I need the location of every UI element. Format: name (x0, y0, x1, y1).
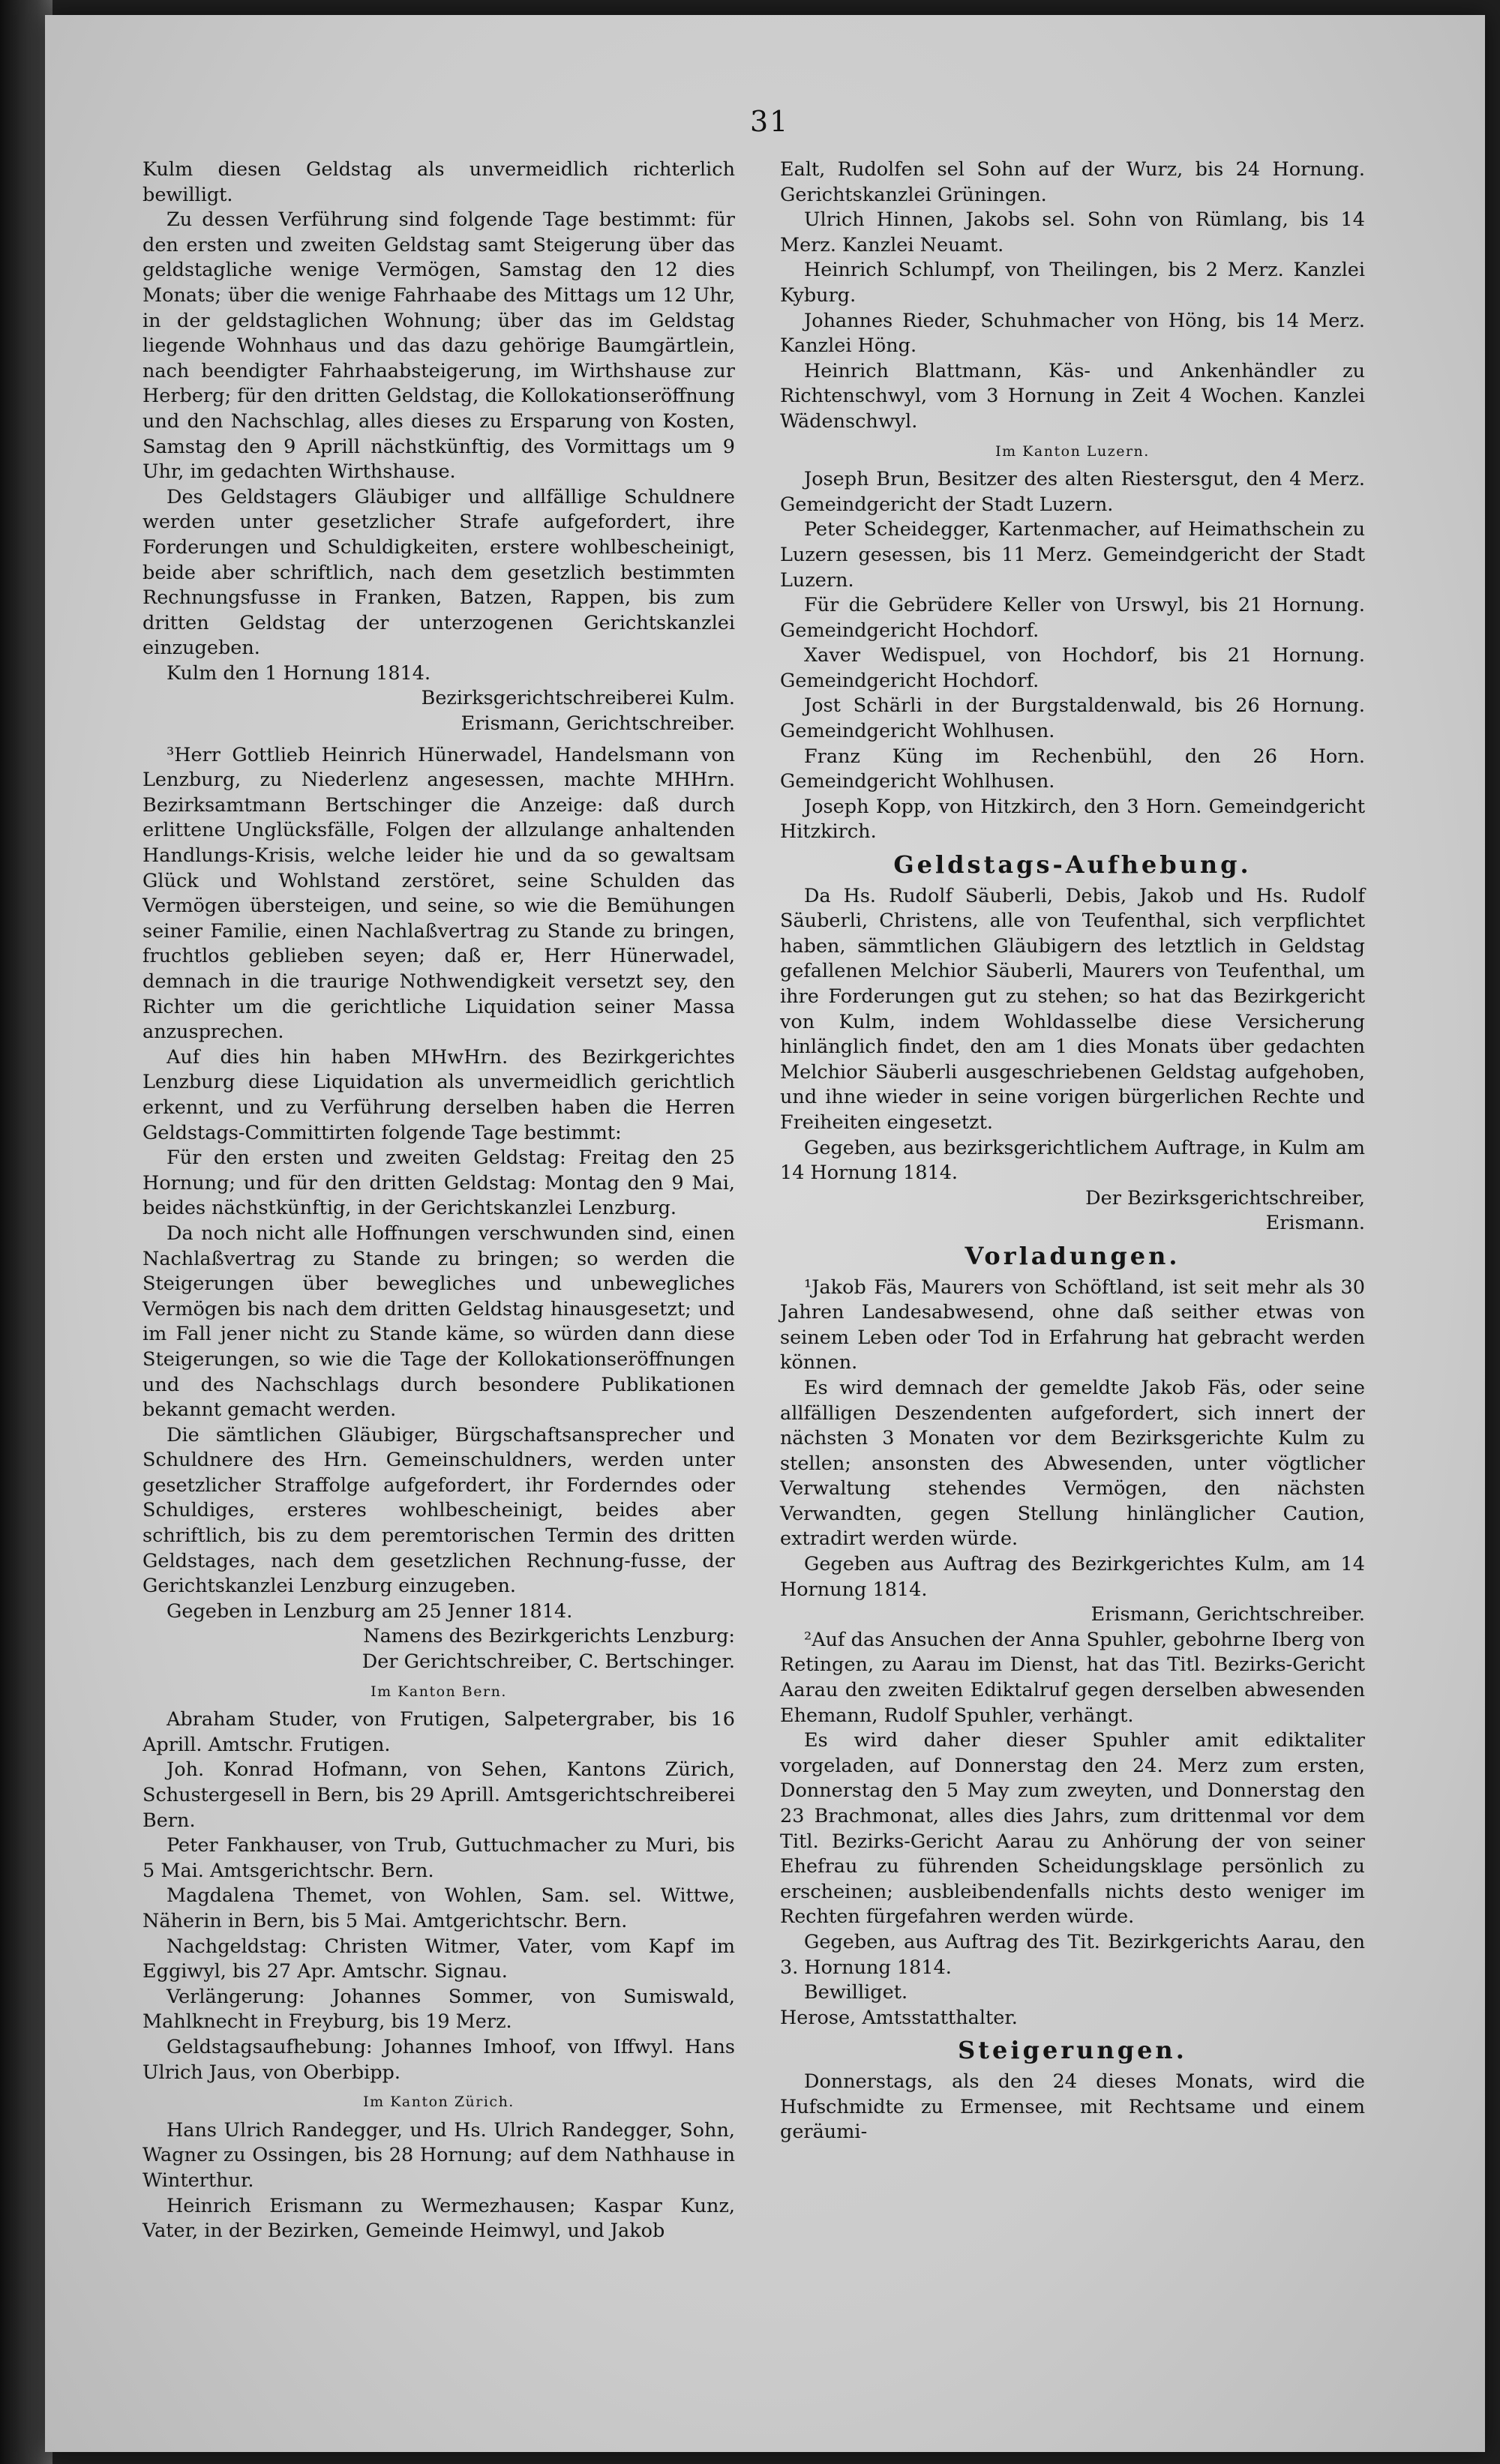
paragraph: Heinrich Erismann zu Wermezhausen; Kaspar Kunz, Vater, in der Bezirken, Gemeinde Heimwyl, und Jakob (142, 2194, 735, 2243)
signature-line: Der Gerichtschreiber, C. Bertschinger. (362, 1650, 735, 1674)
paragraph: Kulm diesen Geldstag als unvermeidlich richterlich bewilligt. (142, 158, 735, 206)
paragraph: Bewilliget. (804, 1981, 908, 2004)
paragraph: Gegeben in Lenzburg am 25 Jenner 1814. (166, 1599, 573, 1623)
signature-line: Namens des Bezirkgerichts Lenzburg: (363, 1625, 735, 1648)
paragraph: Ealt, Rudolfen sel Sohn auf der Wurz, bis 24 Hornung. Gerichtskanzlei Grüningen. (780, 158, 1365, 206)
canton-subheading: Im Kanton Bern. (370, 1683, 507, 1700)
paragraph: Heinrich Schlumpf, von Theilingen, bis 2 Merz. Kanzlei Kyburg. (780, 259, 1365, 307)
paragraph: Für den ersten und zweiten Geldstag: Freitag den 25 Hornung; und für den dritten Geldstag: Montag den 9 Mai, beides nächstkünftig, in der Gerichtskanzlei Lenzburg. (142, 1147, 735, 1220)
paragraph: Abraham Studer, von Frutigen, Salpetergraber, bis 16 Aprill. Amtschr. Frutigen. (142, 1708, 735, 1756)
paragraph: Magdalena Themet, von Wohlen, Sam. sel. Wittwe, Näherin in Bern, bis 5 Mai. Amtgerichtschr. Bern. (142, 1884, 735, 1932)
paragraph: Des Geldstagers Gläubiger und allfällige Schuldnere werden unter gesetzlicher Strafe aufgefordert, ihre Forderungen und Schuldigkeiten, erstere wohlbescheinigt, beide aber schriftlich, nach dem gesetzlich bestimmten Rechnungsfusse in Franken, Batzen, Rappen, bis zum dritten Geldstag der unterzogenen Gerichtskanzlei einzugeben. (142, 485, 735, 660)
paragraph: ³Herr Gottlieb Heinrich Hünerwadel, Handelsmann von Lenzburg, zu Niederlenz angesessen, machte MHHrn. Bezirksamtmann Bertschinger die Anzeige: daß durch erlittene Unglücksfälle, Folgen der allzulange anhaltenden Handlungs-Krisis, welche leider hie und da so gewaltsam Glück und Wohlstand zerstöret, seine Schulden das Vermögen übersteigen, und seine, so wie die Bemühungen seiner Familie, einen Nachlaßvertrag zu Stande zu bringen, fruchtlos geblieben seyen; daß er, Herr Hünerwadel, demnach in die traurige Nothwendigkeit versetzt sey, den Richter um die gerichtliche Liquidation seiner Massa anzusprechen. (142, 743, 735, 1044)
paragraph: Nachgeldstag: Christen Witmer, Vater, vom Kapf im Eggiwyl, bis 27 Apr. Amtschr. Signau. (142, 1935, 735, 1983)
page-number: 31 (750, 105, 790, 138)
paragraph: Gegeben, aus Auftrag des Tit. Bezirkgerichts Aarau, den 3. Hornung 1814. (780, 1930, 1365, 1979)
paragraph: Es wird daher dieser Spuhler amit ediktaliter vorgeladen, auf Donnerstag den 24. Merz zum ersten, Donnerstag den 5 May zum zweyten, und Donnerstag den 23 Brachmonat, alles dies Jahrs, zum drittenmal vor dem Titl. Bezirks-Gericht Aarau zu Anhörung der von seiner Ehefrau zu führenden Scheidungsklage persönlich zu erscheinen; ausbleibendenfalls nichts desto weniger im Rechten fürgefahren werden würde. (780, 1729, 1365, 1929)
signature-line: Erismann, Gerichtschreiber. (460, 712, 735, 736)
paragraph: Kulm den 1 Hornung 1814. (166, 661, 431, 685)
canton-subheading: Im Kanton Luzern. (995, 442, 1150, 460)
signature-line: Erismann. (1265, 1212, 1365, 1235)
paragraph: Peter Fankhauser, von Trub, Guttuchmacher zu Muri, bis 5 Mai. Amtsgerichtschr. Bern. (142, 1834, 735, 1882)
paragraph: Johannes Rieder, Schuhmacher von Höng, bis 14 Merz. Kanzlei Höng. (780, 309, 1365, 358)
paragraph: Verlängerung: Johannes Sommer, von Sumiswald, Mahlknecht in Freyburg, bis 19 Merz. (142, 1985, 735, 2034)
paragraph: Da Hs. Rudolf Säuberli, Debis, Jakob und Hs. Rudolf Säuberli, Christens, alle von Teufenthal, sich verpflichtet haben, sämmtlichen Gläubigern des letztlich in Geldstag gefallenen Melchior Säuberli, Maurers von Teufenthal, um ihre Forderungen gut zu stehen; so hat das Bezirkgericht von Kulm, indem Wohldasselbe diese Versicherung hinlänglich findet, den am 1 dies Monats über gedachten Melchior Säuberli ausgeschriebenen Geldstag aufgehoben, und ihne wieder in seine vorigen bürgerlichen Rechte und Freiheiten eingesetzt. (780, 884, 1365, 1134)
paragraph: Joseph Kopp, von Hitzkirch, den 3 Horn. Gemeindgericht Hitzkirch. (780, 795, 1365, 844)
paragraph: Xaver Wedispuel, von Hochdorf, bis 21 Hornung. Gemeindgericht Hochdorf. (780, 644, 1365, 692)
paragraph: Donnerstags, als den 24 dieses Monats, wird die Hufschmidte zu Ermensee, mit Rechtsame und einem geräumi- (780, 2070, 1365, 2144)
section-heading: Steigerungen. (958, 2036, 1187, 2065)
paragraph: Herose, Amtsstatthalter. (780, 2006, 1018, 2029)
left-column (142, 157, 735, 2244)
canton-subheading: Im Kanton Zürich. (363, 2094, 514, 2111)
paragraph: ²Auf das Ansuchen der Anna Spuhler, gebohrne Iberg von Retingen, zu Aarau im Dienst, hat das Titl. Bezirks-Gericht Aarau den zweiten Ediktalruf gegen derselben abwesenden Ehemann, Rudolf Spuhler, verhängt. (780, 1628, 1365, 1727)
paragraph: Peter Scheidegger, Kartenmacher, auf Heimathschein zu Luzern gesessen, bis 11 Merz. Gemeindgericht der Stadt Luzern. (780, 518, 1365, 592)
paragraph: Heinrich Blattmann, Käs- und Ankenhändler zu Richtenschwyl, vom 3 Hornung in Zeit 4 Wochen. Kanzlei Wädenschwyl. (780, 359, 1365, 433)
paragraph: Hans Ulrich Randegger, und Hs. Ulrich Randegger, Sohn, Wagner zu Ossingen, bis 28 Hornung; auf dem Nathhause in Winterthur. (142, 2118, 735, 2192)
newspaper-page (45, 15, 1485, 2452)
paragraph: Gegeben, aus bezirksgerichtlichem Auftrage, in Kulm am 14 Hornung 1814. (780, 1136, 1365, 1185)
paragraph: Joh. Konrad Hofmann, von Sehen, Kantons Zürich, Schustergesell in Bern, bis 29 Aprill. Amtsgerichtschreiberei Bern. (142, 1758, 735, 1832)
paragraph: Für die Gebrüdere Keller von Urswyl, bis 21 Hornung. Gemeindgericht Hochdorf. (780, 594, 1365, 642)
paragraph: Jost Schärli in der Burgstaldenwald, bis 26 Hornung. Gemeindgericht Wohlhusen. (780, 694, 1365, 743)
paragraph: Auf dies hin haben MHwHrn. des Bezirkgerichtes Lenzburg diese Liquidation als unvermeidlich gerichtlich erkennt, und zu Verführung derselben haben die Herren Geldstags-Committirten folgende Tage bestimmt: (142, 1045, 735, 1144)
paragraph: Zu dessen Verführung sind folgende Tage bestimmt: für den ersten und zweiten Geldstag samt Steigerung über das geldstagliche wenige Vermögen, Samstag den 12 dies Monats; über die wenige Fahrhaabe des Mittags um 12 Uhr, in der geldstaglichen Wohnung; über das im Geldstag liegende Wohnhaus und das dazu gehörige Baumgärtlein, nach beendigter Fahrhaabsteigerung, im Wirthshause zur Herberg; für den dritten Geldstag, die Kollokationseröffnung und den Nachschlag, alles dieses zu Ersparung von Kosten, Samstag den 9 Aprill nächstkünftig, des Vormittags um 9 Uhr, im gedachten Wirthshause. (142, 208, 735, 484)
signature-line: Der Bezirksgerichtschreiber, (1085, 1186, 1365, 1210)
paragraph: Joseph Brun, Besitzer des alten Riestersgut, den 4 Merz. Gemeindgericht der Stadt Luzern. (780, 468, 1365, 516)
signature-line: Bezirksgerichtschreiberei Kulm. (421, 687, 735, 710)
paragraph: Ulrich Hinnen, Jakobs sel. Sohn von Rümlang, bis 14 Merz. Kanzlei Neuamt. (780, 208, 1365, 256)
section-heading: Geldstags-Aufhebung. (893, 850, 1252, 880)
paragraph: Die sämtlichen Gläubiger, Bürgschaftsansprecher und Schuldnere des Hrn. Gemeinschuldners, werden unter gesetzlicher Straffolge aufgefordert, ihr Forderndes oder Schuldiges, ersteres wohlbescheinigt, beides aber schriftlich, bis zu dem peremtorischen Termin des dritten Geldstages, nach dem gesetzlichen Rechnung-fusse, der Gerichtskanzlei Lenzburg einzugeben. (142, 1423, 735, 1598)
paragraph: Gegeben aus Auftrag des Bezirkgerichtes Kulm, am 14 Hornung 1814. (780, 1553, 1365, 1601)
paragraph: Es wird demnach der gemeldte Jakob Fäs, oder seine allfälligen Deszendenten aufgefordert, sich innert der nächsten 3 Monaten vor dem Bezirksgerichte Kulm zu stellen; ansonsten des Abwesenden, unter vögtlicher Verwaltung stehendes Vermögen, den nächsten Verwandten, gegen Stellung hinlänglicher Caution, extradirt werden würde. (780, 1376, 1365, 1551)
paragraph: Franz Küng im Rechenbühl, den 26 Horn. Gemeindgericht Wohlhusen. (780, 745, 1365, 793)
section-heading: Vorladungen. (964, 1241, 1180, 1270)
paragraph: Da noch nicht alle Hoffnungen verschwunden sind, einen Nachlaßvertrag zu Stande zu bringen; so werden die Steigerungen über bewegliches und unbewegliches Vermögen bis nach dem dritten Geldstag hinausgesetzt; und im Fall jener nicht zu Stande käme, so würden dann diese Steigerungen, so wie die Tage der Kollokationseröffnungen und des Nachschlags durch besondere Publikationen bekannt gemacht werden. (142, 1222, 735, 1422)
spacer (142, 737, 735, 743)
signature-line: Erismann, Gerichtschreiber. (1090, 1603, 1365, 1626)
paragraph: ¹Jakob Fäs, Maurers von Schöftland, ist seit mehr als 30 Jahren Landesabwesend, ohne daß seither etwas von seinem Leben oder Tod in Erfahrung hat gebracht werden können. (780, 1275, 1365, 1374)
right-column (780, 157, 1365, 2145)
paragraph: Geldstagsaufhebung: Johannes Imhoof, von Iffwyl. Hans Ulrich Jaus, von Oberbipp. (142, 2035, 735, 2084)
